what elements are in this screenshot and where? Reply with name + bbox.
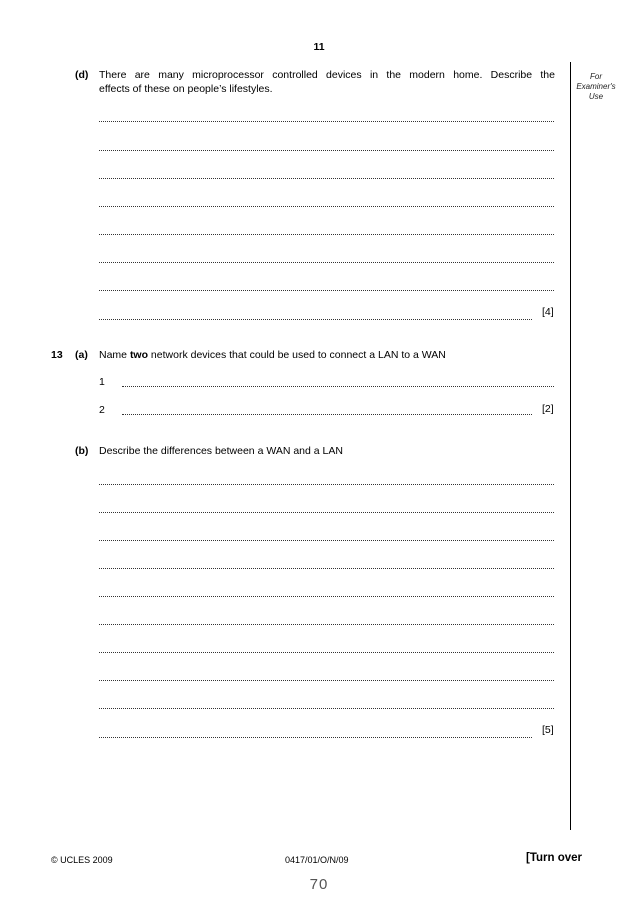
copyright-notice: © UCLES 2009	[51, 855, 113, 865]
answer-line[interactable]	[99, 708, 554, 709]
question-part-label: (a)	[75, 349, 88, 361]
item-number: 2	[99, 404, 105, 416]
examiner-label-line-1: For	[590, 72, 602, 81]
question-text-end: network devices that could be used to connect a LAN to a WAN	[148, 349, 446, 361]
marks-allocation: [5]	[542, 724, 554, 736]
answer-line[interactable]	[99, 484, 554, 485]
answer-line[interactable]	[99, 234, 554, 235]
examiner-use-label	[568, 72, 624, 102]
answer-line[interactable]	[99, 568, 554, 569]
question-text-start: Name	[99, 349, 130, 361]
sheet-number: 70	[309, 876, 329, 893]
question-text	[99, 348, 446, 362]
answer-line[interactable]	[99, 262, 554, 263]
marks-allocation: [4]	[542, 306, 554, 318]
answer-line[interactable]	[99, 290, 554, 291]
answer-line[interactable]	[99, 737, 532, 738]
answer-line[interactable]	[99, 596, 554, 597]
answer-line[interactable]	[99, 150, 554, 151]
paper-code: 0417/01/O/N/09	[285, 855, 349, 865]
margin-rule	[570, 62, 571, 830]
answer-line[interactable]	[99, 624, 554, 625]
question-emphasis: two	[129, 349, 149, 361]
answer-line[interactable]	[99, 540, 554, 541]
marks-allocation: [2]	[542, 403, 554, 415]
answer-line[interactable]	[99, 319, 532, 320]
question-number: 13	[51, 349, 63, 361]
answer-line[interactable]	[99, 121, 554, 122]
turn-over-label: [Turn over	[526, 852, 583, 864]
question-part-label: (b)	[75, 445, 89, 457]
answer-line[interactable]	[99, 206, 554, 207]
answer-line[interactable]	[99, 652, 554, 653]
answer-line[interactable]	[122, 386, 554, 387]
question-text-continued: effects of these on people’s lifestyles.	[99, 83, 273, 95]
question-part-label: (d)	[75, 69, 89, 81]
page-number: 11	[313, 41, 325, 53]
question-text: There are many microprocessor controlled devices in the modern home. Describe the	[99, 69, 555, 81]
question-text: Describe the differences between a WAN and a LAN	[99, 445, 343, 457]
examiner-label-line-2: Examiner's	[576, 82, 616, 91]
answer-line[interactable]	[122, 414, 532, 415]
answer-line[interactable]	[99, 680, 554, 681]
examiner-label-line-3: Use	[588, 92, 604, 101]
item-number: 1	[99, 376, 105, 388]
answer-line[interactable]	[99, 178, 554, 179]
answer-line[interactable]	[99, 512, 554, 513]
